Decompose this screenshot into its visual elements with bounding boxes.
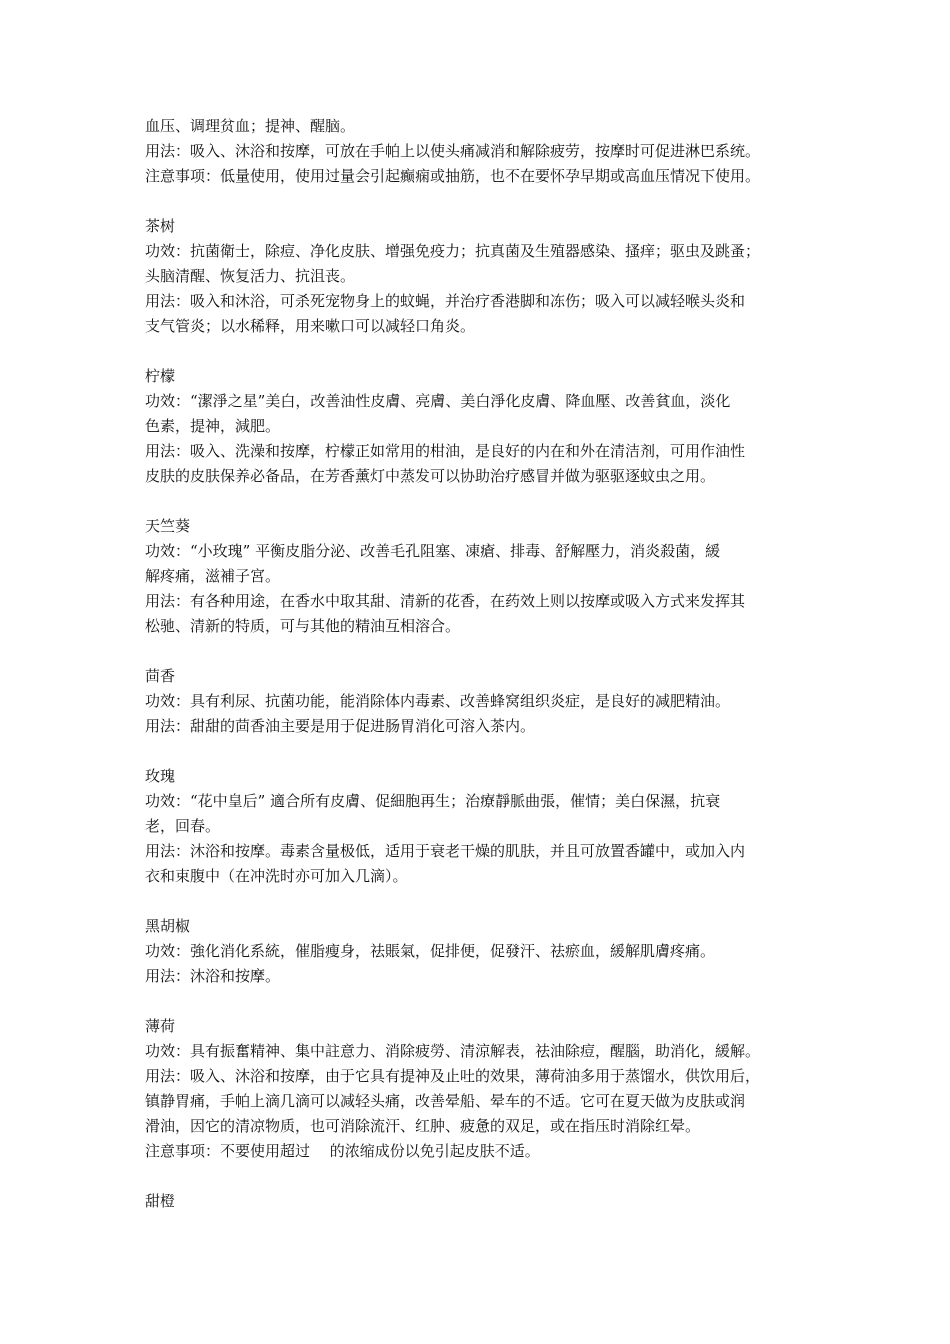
- section-title: 甜橙: [145, 1192, 176, 1210]
- caution-line: 注意事项：低量使用，使用过量会引起癫痫或抽筋，也不在要怀孕早期或高血压情况下使用。: [145, 167, 761, 185]
- section-tea-tree: [145, 214, 810, 339]
- section-rose: [145, 764, 810, 889]
- text-line: 用法：甜甜的茴香油主要是用于促进肠胃消化可溶入茶内。: [145, 717, 536, 735]
- text-line: 支气管炎；以水稀释，用来嗽口可以减轻口角炎。: [145, 317, 476, 335]
- section-title: 黑胡椒: [145, 917, 191, 935]
- section-title: 玫瑰: [145, 767, 176, 785]
- text-line: 用法：吸入、洗澡和按摩，柠檬正如常用的柑油，是良好的内在和外在清洁剂，可用作油性: [145, 442, 746, 460]
- text-line: 用法：沐浴和按摩。毒素含量极低，适用于衰老干燥的肌肤，并且可放置香罐中，或加入内: [145, 842, 746, 860]
- text-line: 功效：“潔淨之星”美白，改善油性皮膚、亮膚、美白淨化皮膚、降血壓、改善貧血，淡化: [145, 392, 731, 410]
- section-peppermint: [145, 1014, 810, 1164]
- text-line: 用法：吸入、沐浴和按摩，由于它具有提神及止吐的效果，薄荷油多用于蒸馏水，供饮用后，: [145, 1067, 761, 1085]
- text-line: 功效：具有振奮精神、集中註意力、消除疲勞、清涼解表，祛油除痘，醒腦，助消化，緩解。: [145, 1042, 761, 1060]
- section-sweet-orange: [145, 1189, 810, 1214]
- section-lemon: [145, 364, 810, 489]
- section-title: 茶树: [145, 217, 176, 235]
- text-line: 色素，提神，減肥。: [145, 417, 281, 435]
- section-title: 薄荷: [145, 1017, 176, 1035]
- text-line: 用法：吸入和沐浴，可杀死宠物身上的蚊蝇，并治疗香港脚和冻伤；吸入可以减轻喉头炎和: [145, 292, 746, 310]
- intro-section: [145, 114, 810, 189]
- text-line: 老，回春。: [145, 817, 221, 835]
- text-line: 皮肤的皮肤保养必备品，在芳香薰灯中蒸发可以协助治疗感冒并做为驱驱逐蚊虫之用。: [145, 467, 716, 485]
- usage-line: 用法：吸入、沐浴和按摩，可放在手帕上以使头痛减消和解除疲劳，按摩时可促进淋巴系统。: [145, 142, 761, 160]
- text-line: 衣和束腹中（在冲洗时亦可加入几滴）。: [145, 867, 408, 885]
- text-line: 滑油，因它的清凉物质，也可消除流汗、红肿、疲惫的双足，或在指压时消除红晕。: [145, 1117, 701, 1135]
- text-line: 注意事项：不要使用超过 的浓缩成份以免引起皮肤不适。: [145, 1142, 540, 1160]
- text-line: 头脑清醒、恢复活力、抗沮丧。: [145, 267, 356, 285]
- section-title: 柠檬: [145, 367, 176, 385]
- text-line: 用法：有各种用途，在香水中取其甜、清新的花香，在药效上则以按摩或吸入方式来发挥其: [145, 592, 746, 610]
- section-black-pepper: [145, 914, 810, 989]
- text-line: 血压、调理贫血；提神、醒脑。: [145, 117, 356, 135]
- document-page: [145, 114, 810, 1239]
- text-line: 松驰、清新的特质，可与其他的精油互相溶合。: [145, 617, 461, 635]
- section-title: 茴香: [145, 667, 176, 685]
- text-line: 用法：沐浴和按摩。: [145, 967, 281, 985]
- section-fennel: [145, 664, 810, 739]
- text-line: 镇静胃痛，手帕上滴几滴可以减轻头痛，改善晕船、晕车的不适。它可在夏天做为皮肤或润: [145, 1092, 746, 1110]
- text-line: 功效：強化消化系統，催脂瘦身，祛賬氣，促排便，促發汗、祛瘀血，緩解肌膚疼痛。: [145, 942, 716, 960]
- section-geranium: [145, 514, 810, 639]
- text-line: 解疼痛，滋補子宮。: [145, 567, 281, 585]
- text-line: 功效：“小玫瑰” 平衡皮脂分泌、改善毛孔阻塞、凍瘡、排毒、舒解壓力，消炎殺菌，緩: [145, 542, 721, 560]
- text-line: 功效：抗菌衛士，除痘、净化皮肤、增强免疫力；抗真菌及生殖器感染、搔痒；驱虫及跳蚤；: [145, 242, 761, 260]
- text-line: 功效：“花中皇后” 適合所有皮膚、促細胞再生；治療靜脈曲張，催情；美白保濕，抗衰: [145, 792, 721, 810]
- section-title: 天竺葵: [145, 517, 191, 535]
- text-line: 功效：具有利尿、抗菌功能，能消除体内毒素、改善蜂窝组织炎症，是良好的减肥精油。: [145, 692, 731, 710]
